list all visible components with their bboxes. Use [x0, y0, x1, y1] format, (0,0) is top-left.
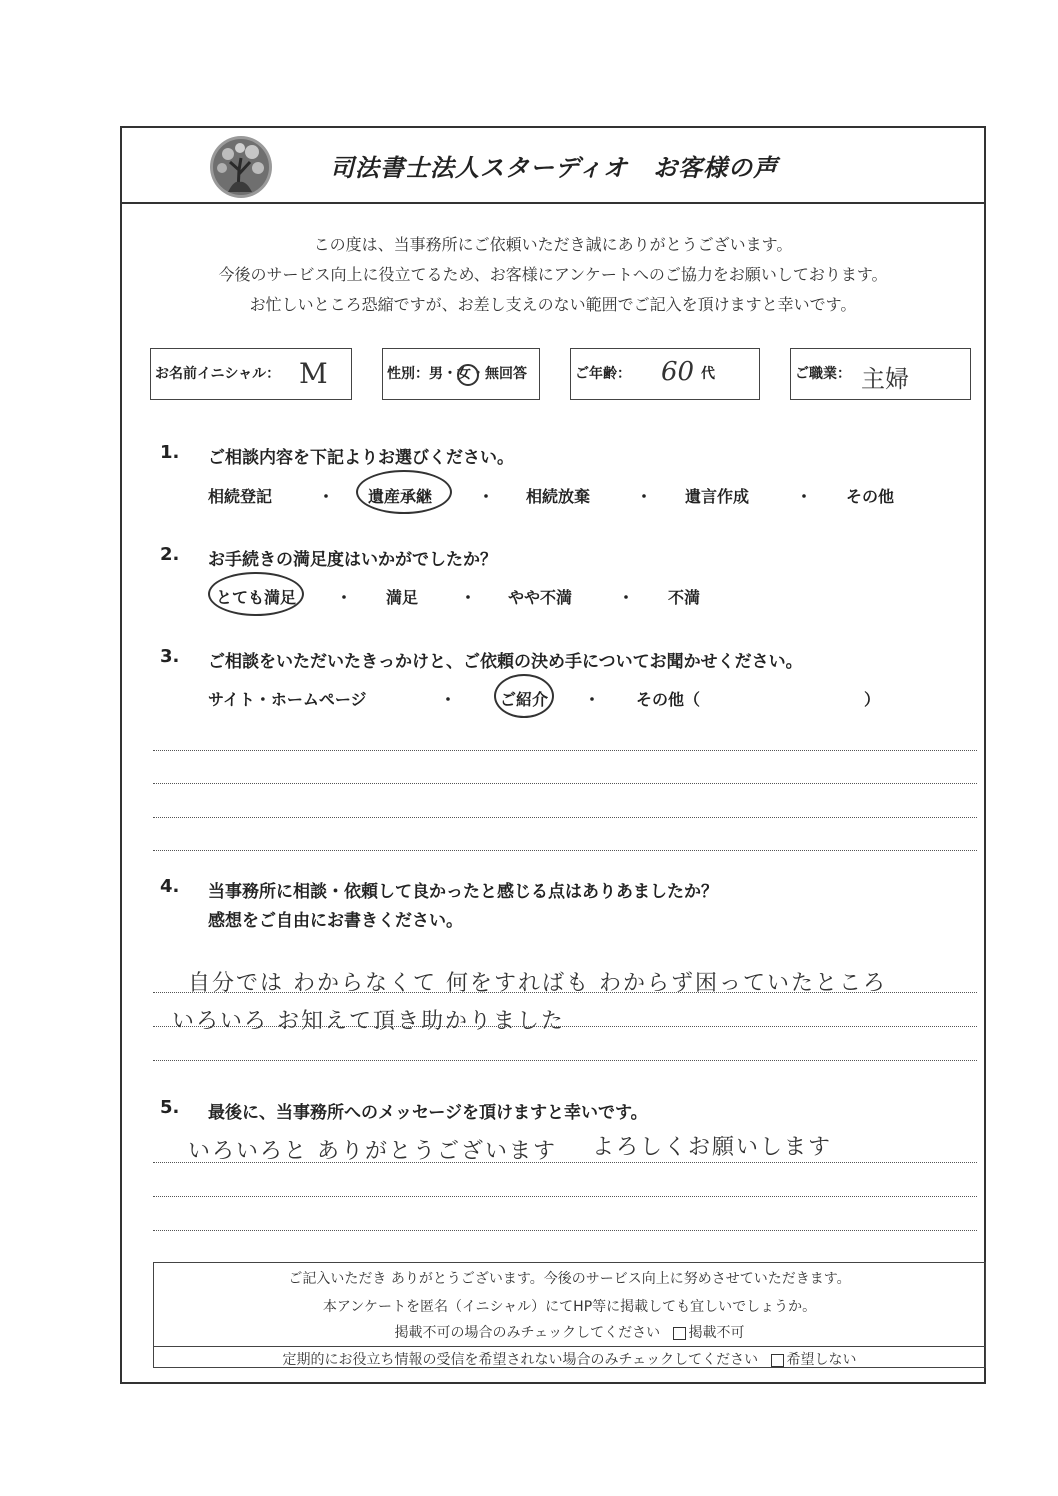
- intro-line-2: 今後のサービス向上に役立てるため、お客様にアンケートへのご協力をお願いしております。: [218, 265, 888, 284]
- separator-dot: ・: [796, 487, 813, 506]
- separator-dot: ・: [460, 588, 477, 607]
- q3-option-3[interactable]: その他（: [636, 690, 701, 709]
- q5-answer-part-2: よろしくお願いします: [592, 1135, 833, 1160]
- answer-line: [153, 1196, 977, 1197]
- q1-number: 1.: [160, 442, 180, 463]
- tree-logo-icon: [208, 134, 274, 200]
- age-value: 60: [661, 357, 695, 387]
- q2-text: お手続きの満足度はいかがでしたか？: [208, 550, 497, 570]
- separator-dot: ・: [478, 487, 495, 506]
- separator-dot: ・: [618, 588, 635, 607]
- publish-decline-checkbox[interactable]: [673, 1327, 686, 1340]
- q4-answer-line-2: いろいろ お知えて頂き助かりました: [172, 1009, 565, 1034]
- age-field[interactable]: [570, 348, 760, 400]
- q3-option-1[interactable]: サイト・ホームページ: [208, 690, 367, 709]
- q2-option-2[interactable]: 満足: [386, 588, 419, 607]
- q2-option-1[interactable]: とても満足: [216, 588, 297, 607]
- q1-option-4[interactable]: 遺言作成: [685, 487, 750, 506]
- q3-text: ご相談をいただいたきっかけと、ご依頼の決め手についてお聞かせください。: [208, 652, 803, 672]
- q4-text-line-1: 当事務所に相談・依頼して良かったと感じる点はありあましたか？: [208, 882, 718, 902]
- answer-line: [153, 783, 977, 784]
- q2-number: 2.: [160, 544, 180, 565]
- gender-label: 性別：男・女・無回答: [387, 366, 527, 382]
- q3-option-close-paren: ）: [864, 690, 881, 709]
- age-label: ご年齢：: [575, 366, 631, 382]
- separator-dot: ・: [636, 487, 653, 506]
- initial-label: お名前イニシャル：: [155, 366, 281, 382]
- answer-line: [153, 750, 977, 751]
- footer-line-4: 定期的にお役立ち情報の受信を希望されない場合のみチェックしてください: [282, 1352, 759, 1368]
- initial-value: M: [299, 357, 328, 390]
- q2-option-4[interactable]: 不満: [668, 588, 701, 607]
- footer-line-2: 本アンケートを匿名（イニシャル）にてHP等に掲載しても宜しいでしょうか。: [322, 1299, 817, 1315]
- q1-selection-circle: [356, 470, 452, 514]
- q4-text-line-2: 感想をご自由にお書きください。: [208, 911, 463, 931]
- q3-option-2[interactable]: ご紹介: [500, 690, 549, 709]
- q1-text: ご相談内容を下記よりお選びください。: [208, 448, 514, 468]
- intro-line-3: お忙しいところ恐縮ですが、お差し支えのない範囲でご記入を頂けますと幸いです。: [249, 295, 857, 314]
- q1-option-3[interactable]: 相続放棄: [526, 487, 591, 506]
- separator-dot: ・: [584, 690, 601, 709]
- q5-text: 最後に、当事務所へのメッセージを頂けますと幸いです。: [208, 1103, 648, 1123]
- answer-line: [153, 1060, 977, 1061]
- q3-number: 3.: [160, 646, 180, 667]
- form-title: 司法書士法人スターディオ お客様の声: [330, 154, 779, 182]
- gender-selection-circle: [457, 364, 479, 386]
- initial-field[interactable]: [150, 348, 352, 400]
- footer-line-3: 掲載不可の場合のみチェックしてください: [394, 1325, 661, 1341]
- job-value: 主婦: [861, 365, 909, 393]
- separator-dot: ・: [336, 588, 353, 607]
- answer-line: [153, 850, 977, 851]
- q2-option-3[interactable]: やや不満: [508, 588, 573, 607]
- q2-selection-circle: [208, 572, 304, 616]
- newsletter-decline-checkbox[interactable]: [771, 1354, 784, 1367]
- answer-line: [153, 1162, 977, 1163]
- q1-option-5[interactable]: その他: [846, 487, 895, 506]
- separator-dot: ・: [318, 487, 335, 506]
- age-unit: 代: [701, 366, 715, 382]
- footer-line-3-row: [153, 1322, 986, 1342]
- q5-answer-part-1: いろいろと ありがとうございます: [188, 1139, 557, 1164]
- answer-line: [153, 817, 977, 818]
- q4-answer-line-1: 自分では わからなくて 何をすればも わからず困っていたところ: [188, 971, 887, 996]
- answer-line: [153, 1026, 977, 1027]
- job-field[interactable]: [790, 348, 971, 400]
- gender-field[interactable]: [382, 348, 540, 400]
- job-label: ご職業：: [795, 366, 851, 382]
- newsletter-decline-label: 希望しない: [786, 1352, 857, 1368]
- footer-line-1: ご記入いただき ありがとうございます。今後のサービス向上に努めさせていただきます。: [288, 1271, 851, 1287]
- q4-number: 4.: [160, 876, 180, 897]
- publish-decline-label: 掲載不可: [688, 1325, 745, 1341]
- footer-line-4-row: [153, 1349, 986, 1369]
- q3-selection-circle: [494, 674, 554, 718]
- separator-dot: ・: [440, 690, 457, 709]
- q5-number: 5.: [160, 1097, 180, 1118]
- q1-option-2[interactable]: 遺産承継: [368, 487, 433, 506]
- q1-option-1[interactable]: 相続登記: [208, 487, 273, 506]
- intro-line-1: この度は、当事務所にご依頼いただき誠にありがとうございます。: [313, 235, 793, 254]
- answer-line: [153, 992, 977, 993]
- answer-line: [153, 1230, 977, 1231]
